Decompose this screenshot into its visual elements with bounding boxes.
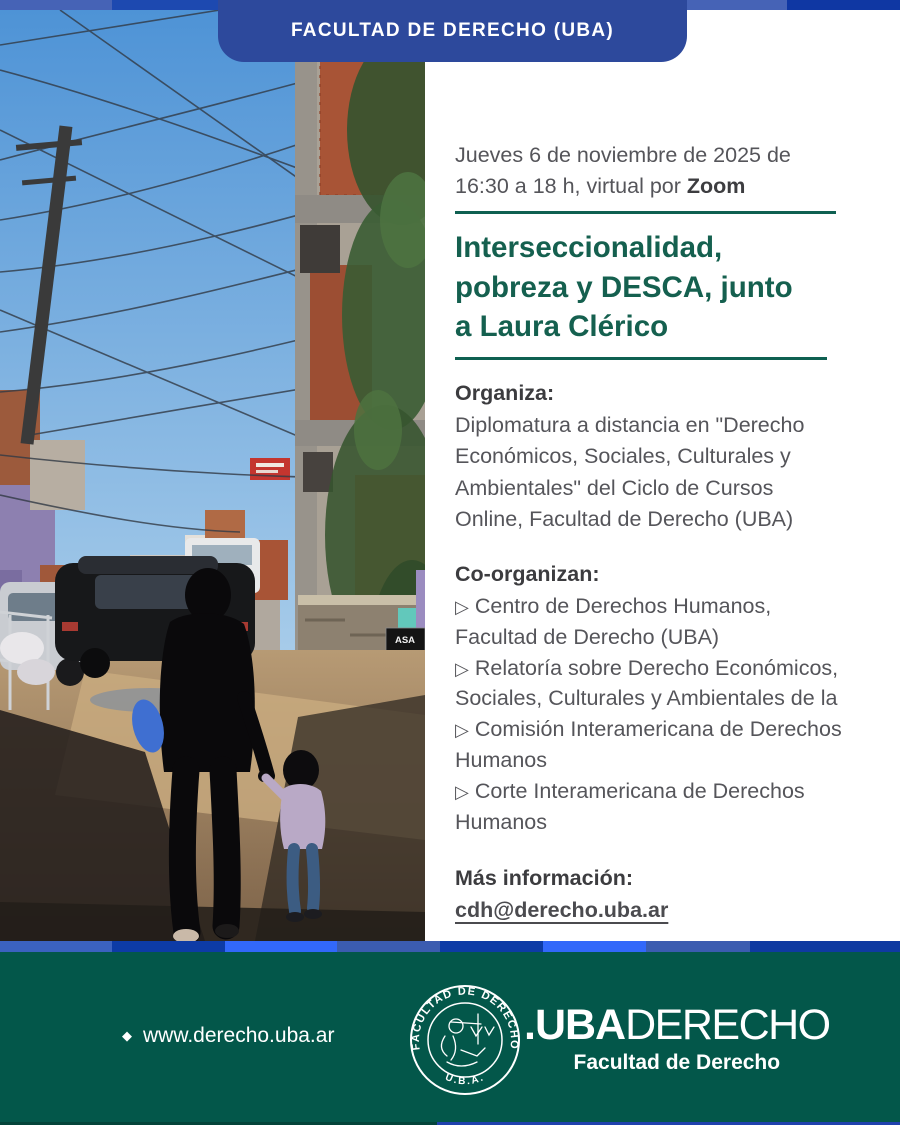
top-strip-segment xyxy=(0,0,112,10)
triangle-bullet-icon: ▷ xyxy=(455,782,469,803)
divider-bottom xyxy=(455,357,827,360)
organizer-label: Organiza: xyxy=(455,381,555,406)
seal-bottom-text: U.B.A. xyxy=(443,1071,487,1088)
event-title xyxy=(455,228,845,346)
triangle-bullet-icon: ▷ xyxy=(455,596,469,617)
seal-emblem xyxy=(441,1014,494,1066)
organizer-section xyxy=(455,378,845,536)
website-text: www.derecho.uba.ar xyxy=(143,1024,335,1047)
banner-label: FACULTAD DE DERECHO (UBA) xyxy=(290,20,615,41)
svg-text:FACULTAD DE DERECHO xyxy=(410,985,520,1051)
title-line: a Laura Clérico xyxy=(455,309,669,343)
triangle-bullet-icon: ▷ xyxy=(455,658,469,679)
datetime-line1: Jueves 6 de noviembre de 2025 de xyxy=(455,143,791,167)
contact-section xyxy=(455,862,845,927)
coorganizers-label: Co-organizan: xyxy=(455,562,600,587)
contact-label: Más información: xyxy=(455,866,633,891)
mid-strip-segment xyxy=(0,941,112,952)
street-photo xyxy=(0,10,425,941)
footer xyxy=(0,952,900,1125)
event-datetime xyxy=(455,140,845,202)
triangle-bullet-icon: ▷ xyxy=(455,720,469,741)
brand-wordmark xyxy=(524,1001,830,1049)
brand-logo xyxy=(524,1001,830,1075)
list-item xyxy=(455,776,845,838)
top-strip-segment xyxy=(787,0,900,10)
website-link[interactable] xyxy=(122,1024,334,1048)
event-details xyxy=(455,140,845,927)
datetime-line2: 16:30 a 18 h, virtual por xyxy=(455,174,681,199)
svg-text:U.B.A. xyxy=(444,1072,487,1087)
mid-strip-segment xyxy=(337,941,440,952)
coorganizers-section xyxy=(455,559,845,838)
mid-strip-segment xyxy=(225,941,337,952)
top-strip-segment xyxy=(687,0,787,10)
list-item xyxy=(455,591,845,653)
email-link[interactable]: cdh@derecho.uba.ar xyxy=(455,898,669,923)
brand-subtitle: Facultad de Derecho xyxy=(573,1051,781,1074)
header-banner xyxy=(218,0,687,62)
list-item-text: Relatoría sobre Derecho Económicos, Sociales, Culturales y Ambientales de la xyxy=(455,655,839,711)
mid-strip-segment xyxy=(440,941,543,952)
list-item xyxy=(455,653,845,715)
seal-top-text: FACULTAD DE DERECHO xyxy=(409,985,521,1051)
mid-strip-segment xyxy=(646,941,750,952)
organizer-description: Diplomatura a distancia en "Derecho Económicos, Sociales, Culturales y Ambientales" del Ciclo de Cursos Online, Facultad de Derecho (UBA) xyxy=(455,412,805,532)
mid-strip-segment xyxy=(750,941,900,952)
mid-strip-segment xyxy=(112,941,225,952)
datetime-platform: Zoom xyxy=(686,174,746,199)
title-line: Interseccionalidad, xyxy=(455,231,723,265)
uba-seal-icon xyxy=(408,983,522,1097)
divider-top xyxy=(455,211,836,214)
list-item-text: Centro de Derechos Humanos, Facultad de Derecho (UBA) xyxy=(455,593,772,649)
title-line: pobreza y DESCA, junto xyxy=(455,270,793,304)
list-item-text: Comisión Interamericana de Derechos Humanos xyxy=(455,717,842,773)
diamond-bullet-icon: ◆ xyxy=(122,1028,132,1043)
sign-line: ASA xyxy=(394,635,416,646)
brand-uba: .UBA xyxy=(524,1001,626,1049)
mid-strip-segment xyxy=(543,941,646,952)
brand-derecho: DERECHO xyxy=(625,1001,830,1049)
coorganizers-list xyxy=(455,591,845,839)
top-strip-segment xyxy=(112,0,218,10)
list-item xyxy=(455,714,845,776)
list-item-text: Corte Interamericana de Derechos Humanos xyxy=(455,779,805,835)
mid-accent-strip xyxy=(0,941,900,952)
